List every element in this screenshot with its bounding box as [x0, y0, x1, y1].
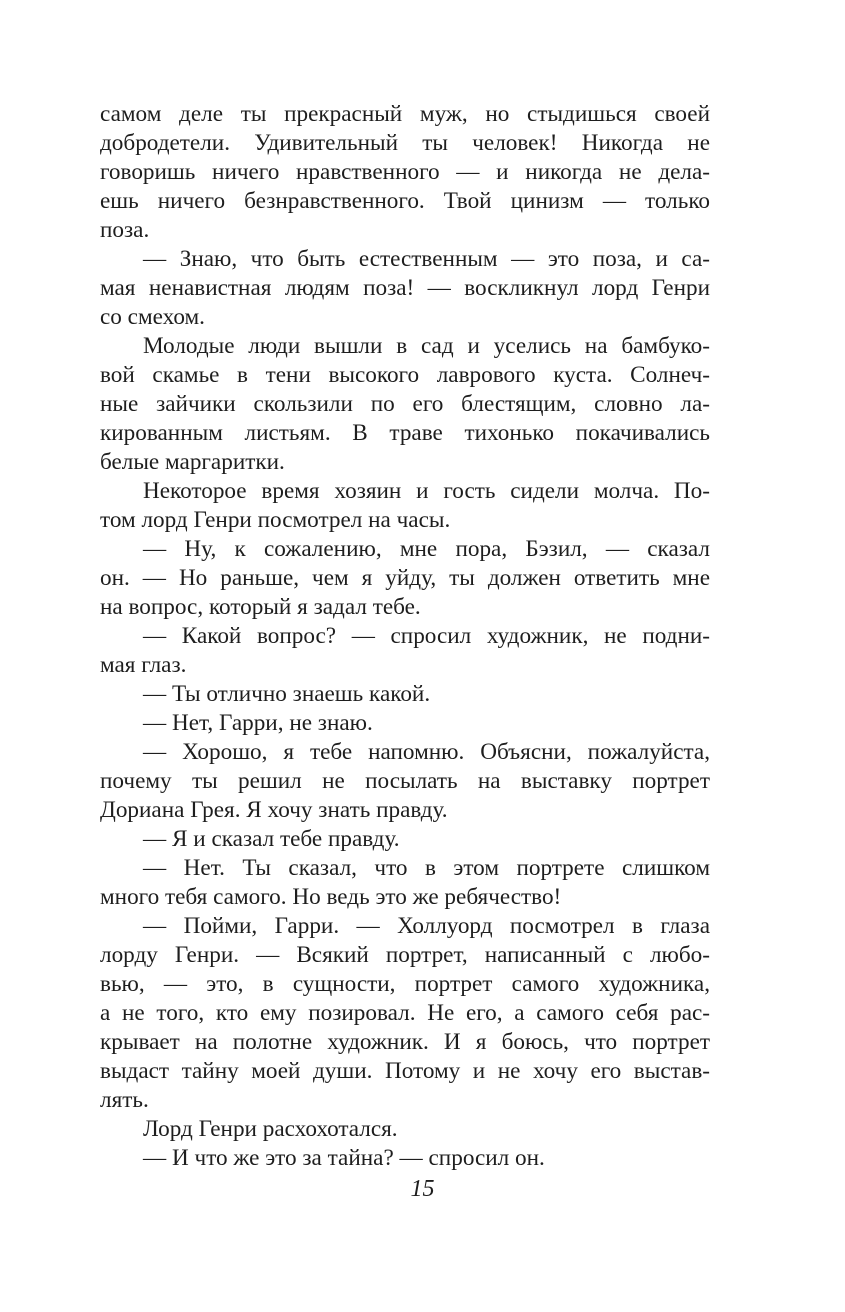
text-line: — И что же это за тайна? — спросил он.	[143, 1145, 545, 1171]
page-body	[100, 100, 710, 1173]
paragraph	[100, 709, 710, 738]
text-line: много тебя самого. Но ведь это же ребячество!	[100, 884, 562, 910]
text-line: том лорд Генри посмотрел на часы.	[100, 507, 451, 533]
text-line: поза.	[100, 217, 150, 243]
text-line: крывает на полотне художник. И я боюсь, что портрет	[100, 1029, 710, 1055]
text-line: кированным листьям. В траве тихонько покачивались	[100, 420, 710, 446]
paragraph	[100, 912, 710, 1115]
text-line: со смехом.	[100, 304, 205, 330]
text-line: — Я и сказал тебе правду.	[143, 826, 400, 852]
text-line: мая глаз.	[100, 652, 187, 678]
paragraph	[100, 100, 710, 245]
page-number: 15	[410, 1176, 435, 1202]
text-line: — Пойми, Гарри. — Холлуорд посмотрел в глаза	[143, 913, 710, 939]
text-line: говоришь ничего нравственного — и никогда не дела-	[100, 159, 710, 185]
text-line: — Хорошо, я тебе напомню. Объясни, пожалуйста,	[143, 739, 710, 765]
text-line: — Знаю, что быть естественным — это поза, и са-	[143, 246, 710, 272]
text-line: Дориана Грея. Я хочу знать правду.	[100, 797, 448, 823]
text-line: вью, — это, в сущности, портрет самого художника,	[100, 971, 710, 997]
text-line: лорду Генри. — Всякий портрет, написанный с любо-	[100, 942, 710, 968]
paragraph	[100, 477, 710, 535]
paragraph	[100, 622, 710, 680]
paragraph	[100, 680, 710, 709]
paragraph	[100, 738, 710, 825]
text-line: — Ну, к сожалению, мне пора, Бэзил, — сказал	[143, 536, 710, 562]
text-line: а не того, кто ему позировал. Не его, а самого себя рас-	[100, 1000, 710, 1026]
text-line: — Ты отлично знаешь какой.	[143, 681, 431, 707]
text-line: Молодые люди вышли в сад и уселись на бамбуко-	[143, 333, 710, 359]
paragraph	[100, 1144, 710, 1173]
paragraph	[100, 1115, 710, 1144]
text-line: самом деле ты прекрасный муж, но стыдишься своей	[100, 101, 710, 127]
text-line: выдаст тайну моей души. Потому и не хочу его выстав-	[100, 1058, 710, 1084]
text-line: Лорд Генри расхохотался.	[143, 1116, 398, 1142]
text-line: вой скамье в тени высокого лаврового куста. Солнеч-	[100, 362, 710, 388]
paragraph	[100, 854, 710, 912]
text-line: почему ты решил не посылать на выставку портрет	[100, 768, 710, 794]
text-line: на вопрос, который я задал тебе.	[100, 594, 421, 620]
paragraph	[100, 245, 710, 332]
text-line: он. — Но раньше, чем я уйду, ты должен ответить мне	[100, 565, 710, 591]
text-line: ешь ничего безнравственного. Твой цинизм — только	[100, 188, 710, 214]
text-line: ные зайчики скользили по его блестящим, словно ла-	[100, 391, 710, 417]
text-line: лять.	[100, 1087, 149, 1113]
text-line: Некоторое время хозяин и гость сидели молча. По-	[143, 478, 710, 504]
paragraph	[100, 825, 710, 854]
text-line: — Какой вопрос? — спросил художник, не подни-	[143, 623, 710, 649]
paragraph	[100, 535, 710, 622]
text-line: мая ненавистная людям поза! — воскликнул лорд Генри	[100, 275, 710, 301]
text-line: добродетели. Удивительный ты человек! Никогда не	[100, 130, 710, 156]
text-line: — Нет, Гарри, не знаю.	[143, 710, 373, 736]
text-line: — Нет. Ты сказал, что в этом портрете слишком	[143, 855, 710, 881]
text-line: белые маргаритки.	[100, 449, 285, 475]
paragraph	[100, 332, 710, 477]
